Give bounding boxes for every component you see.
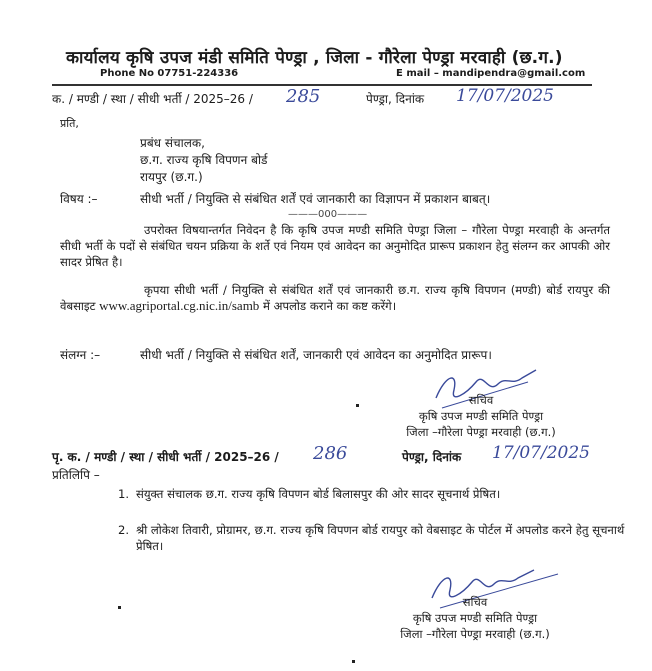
copy-list-item: 1. संयुक्त संचालक छ.ग. राज्य कृषि विपणन बोर्ड बिलासपुर की ओर सादर सूचनार्थ प्रेषित। bbox=[118, 487, 501, 501]
body-paragraph-1: उपरोक्त विषयान्तर्गत निवेदन है कि कृषि उपज मण्डी समिति पेण्ड्रा जिला – गौरेला पेण्ड्रा मरवाही के अन्तर्गत सीधी भर्ती के पदों से संबंधित चयन प्रक्रिया के शर्ते एवं नियम एवं आवेदन का अनुमोदित प्रारूप प्रकाशन हेतु संलग्न कर आपकी ओर सादर प्रेषित है। bbox=[60, 223, 610, 269]
signature-district: जिला –गौरेला पेण्ड्रा मरवाही (छ.ग.) bbox=[400, 627, 550, 641]
speck-mark bbox=[118, 606, 121, 609]
body-paragraph-2-end: में अपलोड कराने का कष्ट करेंगे। bbox=[263, 299, 397, 313]
signature-office: कृषि उपज मण्डी समिति पेण्ड्रा bbox=[412, 611, 538, 625]
speck-mark bbox=[352, 660, 355, 663]
signature-block bbox=[380, 594, 570, 642]
enclosure-text: सीधी भर्ती / नियुक्ति से संबंधित शर्तें, जानकारी एवं आवेदन का अनुमोदित प्रारूप। bbox=[140, 348, 492, 362]
speck-mark bbox=[356, 404, 359, 407]
office-title: कार्यालय कृषि उपज मंडी समिति पेण्ड्रा , जिला - गौरेला पेण्ड्रा मरवाही (छ.ग.) bbox=[66, 48, 563, 68]
enclosure-label: संलग्न :– bbox=[60, 348, 101, 362]
subject-text: सीधी भर्ती / नियुक्ति से संबंधित शर्तें एवं जानकारी का विज्ञापन में प्रकाशन बाबत्। bbox=[140, 192, 491, 206]
handwritten-copy-ref-number: 286 bbox=[313, 443, 348, 464]
subject-label: विषय :– bbox=[60, 192, 98, 206]
copy-list-item: 2. श्री लोकेश तिवारी, प्रोग्रामर, छ.ग. राज्य कृषि विपणन बोर्ड रायपुर को वेबसाइट के पोर्टल में अपलोड करने हेतु सूचनार्थ प्रेषित। bbox=[118, 523, 625, 553]
recipient-line: छ.ग. राज्य कृषि विपणन बोर्ड bbox=[140, 153, 268, 167]
handwritten-date: 17/07/2025 bbox=[456, 86, 554, 106]
email-address: E mail – mandipendra@gmail.com bbox=[396, 68, 586, 79]
signature-office: कृषि उपज मण्डी समिति पेण्ड्रा bbox=[418, 409, 544, 423]
designation: सचिव bbox=[468, 393, 494, 407]
recipient-line: रायपुर (छ.ग.) bbox=[140, 170, 203, 184]
copy-item-text: श्री लोकेश तिवारी, प्रोग्रामर, छ.ग. राज्य कृषि विपणन बोर्ड रायपुर को वेबसाइट के पोर्टल में अपलोड करने हेतु सूचनार्थ प्रेषित। bbox=[136, 523, 625, 553]
separator: ———000——— bbox=[288, 209, 368, 220]
to-label: प्रति, bbox=[60, 117, 79, 130]
recipient-line: प्रबंध संचालक, bbox=[140, 136, 205, 150]
signature-block bbox=[386, 392, 576, 440]
phone-number: Phone No 07751-224336 bbox=[100, 68, 239, 79]
place-date-label: पेण्ड्रा, दिनांक bbox=[366, 92, 425, 106]
body-paragraph-2-start: कृपया सीधी भर्ती / नियुक्ति से संबंधित शर्तें एवं जानकारी छ.ग. राज्य कृषि विपणन (मण्डी) बोर्ड रायपुर की वेबसाइट bbox=[60, 283, 610, 313]
reference-number: क. / मण्डी / स्था / सीधी भर्ती / 2025–26 / bbox=[52, 92, 253, 106]
handwritten-copy-date: 17/07/2025 bbox=[492, 443, 590, 463]
copy-reference-number: पृ. क. / मण्डी / स्था / सीधी भर्ती / 2025–26 / bbox=[52, 450, 279, 464]
website-url: www.agriportal.cg.nic.in/samb bbox=[99, 298, 260, 313]
handwritten-ref-number: 285 bbox=[286, 86, 321, 107]
copy-label: प्रतिलिपि – bbox=[52, 468, 100, 482]
copy-item-text: संयुक्त संचालक छ.ग. राज्य कृषि विपणन बोर्ड बिलासपुर की ओर सादर सूचनार्थ प्रेषित। bbox=[136, 487, 501, 501]
designation: सचिव bbox=[462, 595, 488, 609]
copy-place-date-label: पेण्ड्रा, दिनांक bbox=[402, 450, 462, 464]
signature-district: जिला –गौरेला पेण्ड्रा मरवाही (छ.ग.) bbox=[406, 425, 556, 439]
body-paragraph-2 bbox=[60, 282, 610, 314]
